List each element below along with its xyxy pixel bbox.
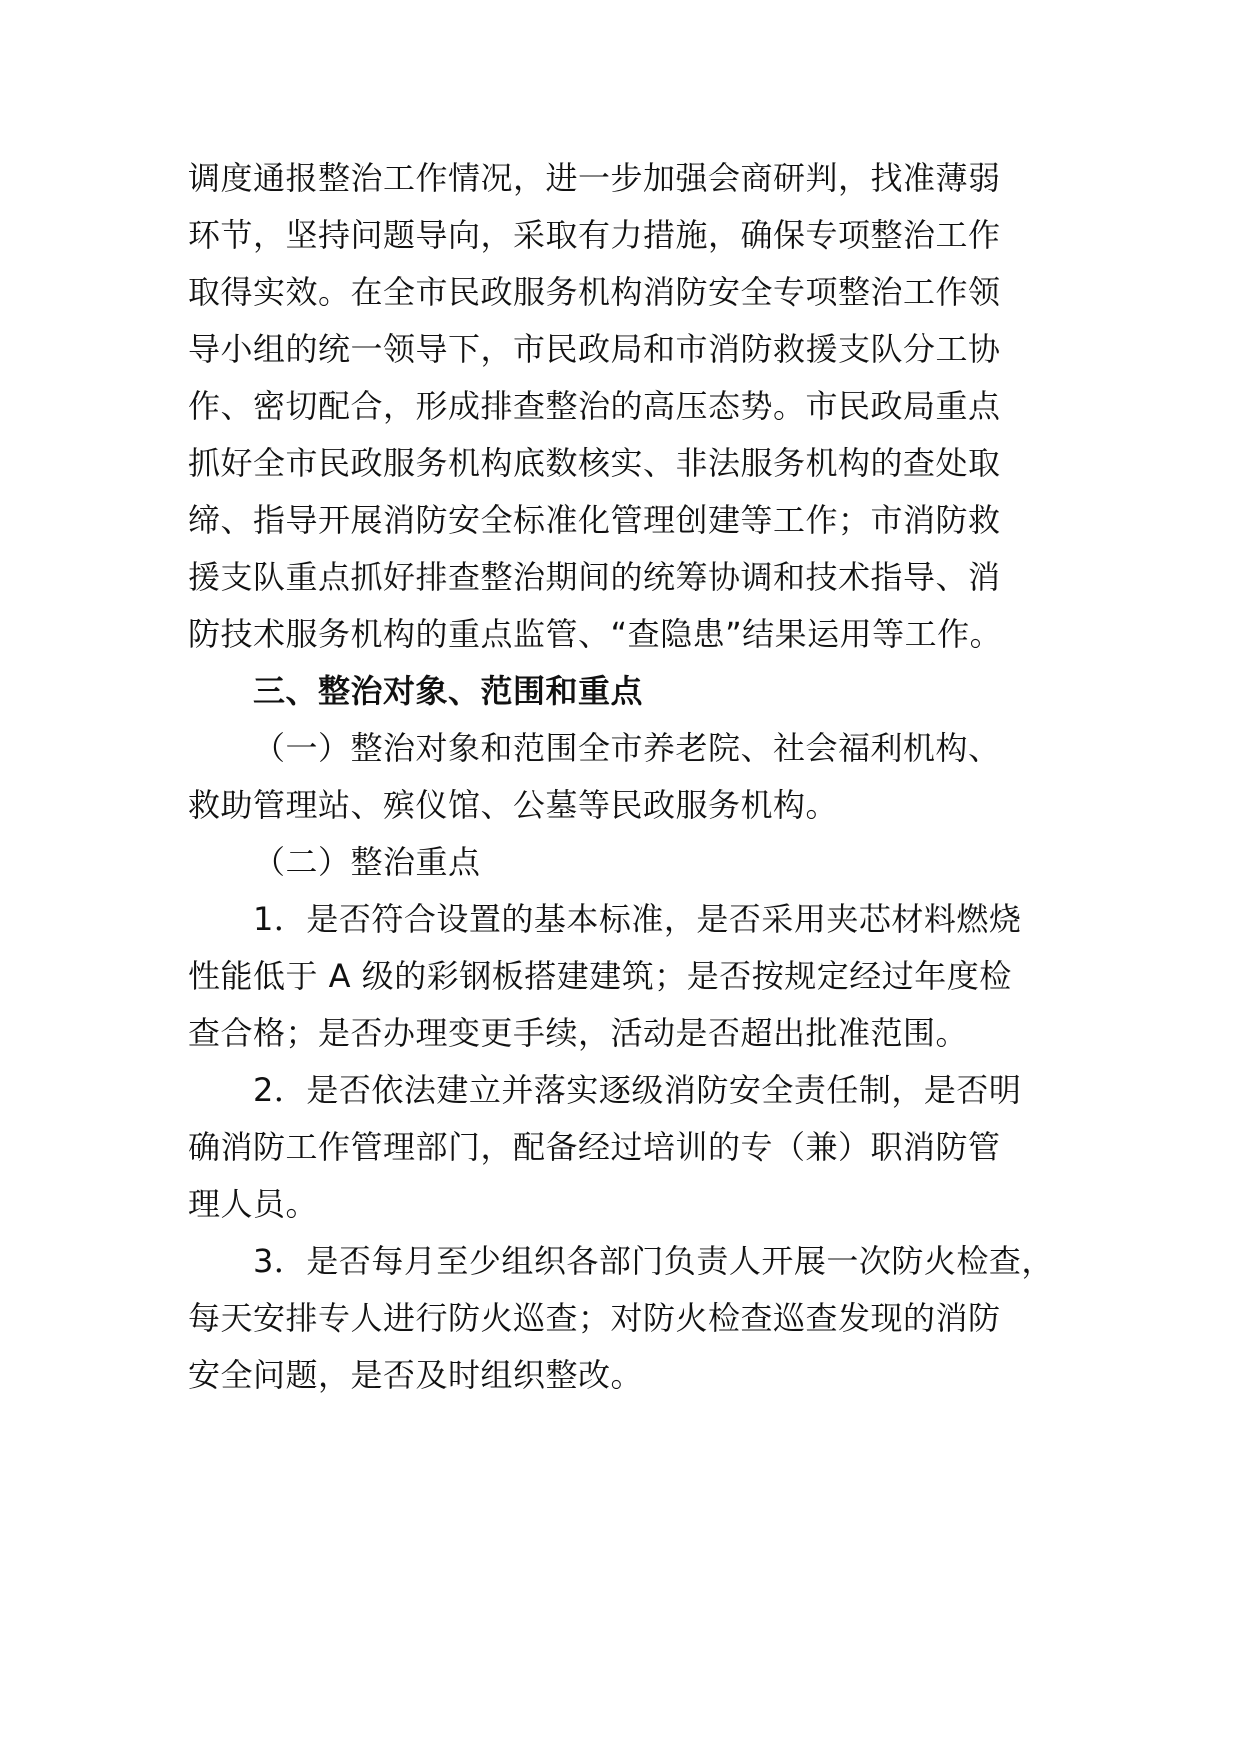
body-text-line: 缔、指导开展消防安全标准化管理创建等工作；市消防救 bbox=[188, 501, 1001, 539]
list-item-text-line: 1．是否符合设置的基本标准，是否采用夹芯材料燃烧 bbox=[253, 900, 1022, 938]
body-text-line: 调度通报整治工作情况，进一步加强会商研判，找准薄弱 bbox=[188, 159, 1001, 197]
body-text-line: 防技术服务机构的重点监管、“查隐患”结果运用等工作。 bbox=[188, 615, 1003, 653]
subsection-text-line: （一）整治对象和范围全市养老院、社会福利机构、 bbox=[253, 729, 1001, 767]
body-text-line: 作、密切配合，形成排查整治的高压态势。市民政局重点 bbox=[188, 387, 1001, 425]
list-item-text-line: 3．是否每月至少组织各部门负责人开展一次防火检查， bbox=[253, 1242, 1054, 1280]
body-text-line: 取得实效。在全市民政服务机构消防安全专项整治工作领 bbox=[188, 273, 1001, 311]
body-text-line: 每天安排专人进行防火巡查；对防火检查巡查发现的消防 bbox=[188, 1299, 1001, 1337]
body-text-line: 环节，坚持问题导向，采取有力措施，确保专项整治工作 bbox=[188, 216, 1001, 254]
section-heading: 三、整治对象、范围和重点 bbox=[253, 672, 644, 710]
body-text-line: 查合格；是否办理变更手续，活动是否超出批准范围。 bbox=[188, 1014, 969, 1052]
body-text-line: 确消防工作管理部门，配备经过培训的专（兼）职消防管 bbox=[188, 1128, 1001, 1166]
subsection-heading: （二）整治重点 bbox=[253, 843, 481, 881]
body-text-line: 性能低于 A 级的彩钢板搭建建筑；是否按规定经过年度检 bbox=[188, 957, 1012, 995]
body-text-line: 援支队重点抓好排查整治期间的统筹协调和技术指导、消 bbox=[188, 558, 1001, 596]
body-text-line: 导小组的统一领导下，市民政局和市消防救援支队分工协 bbox=[188, 330, 1001, 368]
list-item-text-line: 2．是否依法建立并落实逐级消防安全责任制，是否明 bbox=[253, 1071, 1022, 1109]
body-text-line: 救助管理站、殡仪馆、公墓等民政服务机构。 bbox=[188, 786, 839, 824]
body-text-line: 抓好全市民政服务机构底数核实、非法服务机构的查处取 bbox=[188, 444, 1001, 482]
body-text-line: 理人员。 bbox=[188, 1185, 319, 1223]
body-text-line: 安全问题，是否及时组织整改。 bbox=[188, 1356, 644, 1394]
